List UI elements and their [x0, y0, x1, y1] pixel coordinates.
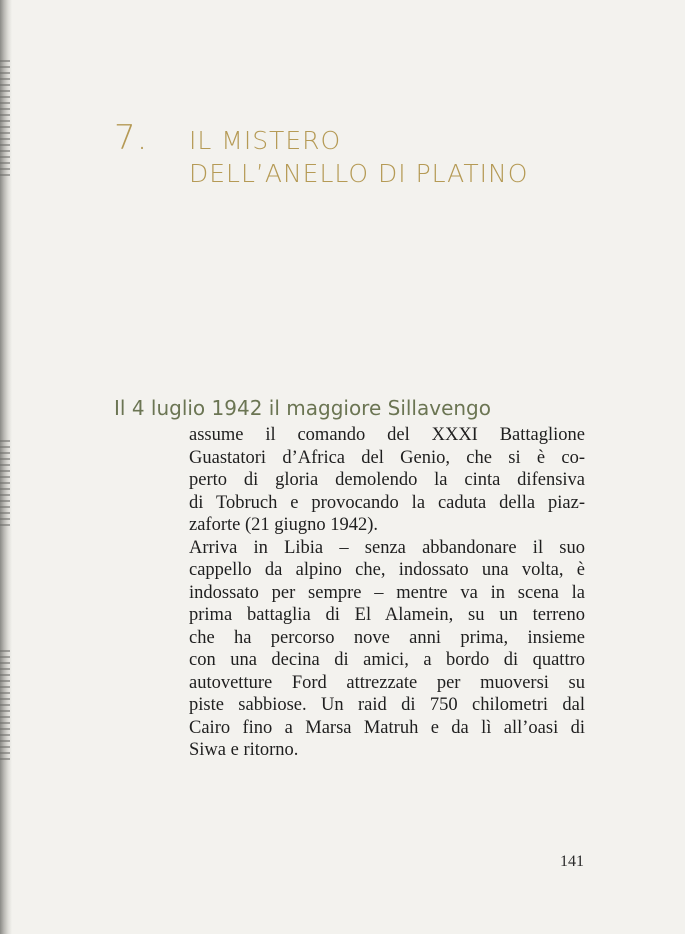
text-line: Guastatori d’Africa del Genio, che si è co-	[189, 447, 585, 468]
adjacent-page-edge	[0, 440, 10, 530]
text-line: Cairo fino a Marsa Matruh e da lì all’oasi di	[189, 717, 585, 738]
adjacent-page-edge	[0, 650, 10, 760]
text-line: Arriva in Libia – senza abbandonare il suo	[189, 537, 585, 558]
text-line: zaforte (21 giugno 1942).	[189, 515, 379, 535]
text-line: perto di gloria demolendo la cinta difensiva	[189, 470, 585, 490]
chapter-title-line: DELL’ANELLO DI PLATINO	[189, 159, 529, 188]
text-line: Siwa e ritorno.	[189, 740, 299, 760]
body-text	[189, 424, 585, 762]
text-line: prima battaglia di El Alamein, su un terreno	[189, 605, 585, 625]
chapter-number: 7.	[114, 118, 149, 158]
adjacent-page-edge	[0, 60, 10, 180]
text-line: piste sabbiose. Un raid di 750 chilometri dal	[189, 695, 585, 715]
paragraph-lead-line: Il 4 luglio 1942 il maggiore Sillavengo	[114, 396, 491, 420]
chapter-title-line: IL MISTERO	[189, 126, 342, 155]
text-line: indossato per sempre – mentre va in scena la	[189, 582, 585, 603]
text-line: autovetture Ford attrezzate per muoversi su	[189, 672, 585, 693]
text-line: cappello da alpino che, indossato una volta, è	[189, 560, 585, 580]
text-line: che ha percorso nove anni prima, insieme	[189, 627, 585, 648]
text-line: con una decina di amici, a bordo di quattro	[189, 650, 585, 670]
text-line: assume il comando del XXXI Battaglione	[189, 425, 585, 445]
text-line: di Tobruch e provocando la caduta della piaz-	[189, 492, 585, 513]
chapter-title	[189, 124, 528, 190]
paragraph	[189, 424, 585, 537]
paragraph	[189, 537, 585, 762]
page-number: 141	[560, 853, 584, 870]
